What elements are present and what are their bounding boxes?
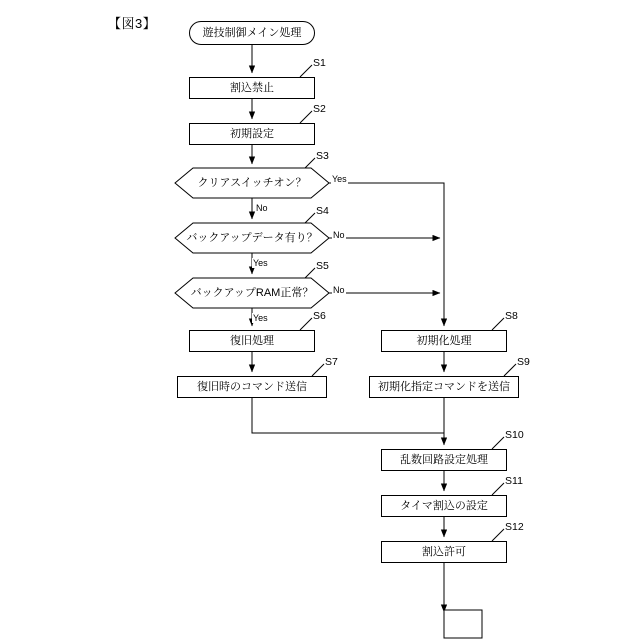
node-s4 — [175, 223, 329, 253]
node-s5-label: バックアップRAM正常？ — [190, 286, 314, 299]
node-s9-label: 初期化指定コマンドを送信 — [378, 380, 510, 393]
step-label-s4: S4 — [316, 205, 329, 217]
node-s2 — [189, 123, 315, 145]
step-label-s2: S2 — [313, 103, 326, 115]
node-s1 — [189, 77, 315, 99]
edge-label-s5-yes: Yes — [253, 313, 268, 323]
node-s11-label: タイマ割込の設定 — [400, 499, 488, 512]
edge-label-s5-no: No — [333, 285, 345, 295]
step-label-s12: S12 — [505, 521, 524, 533]
edge-label-s3-yes: Yes — [332, 174, 347, 184]
edge-label-s4-no: No — [333, 230, 345, 240]
step-label-s10: S10 — [505, 429, 524, 441]
node-s11 — [381, 495, 507, 517]
step-label-s7: S7 — [325, 356, 338, 368]
node-s2-label: 初期設定 — [230, 127, 274, 140]
node-s7-label: 復旧時のコマンド送信 — [197, 380, 307, 393]
node-start-label: 遊技制御メイン処理 — [202, 26, 302, 39]
figure-label: 【図3】 — [108, 16, 157, 31]
step-label-s1: S1 — [313, 57, 326, 69]
node-s10 — [381, 449, 507, 471]
node-s12 — [381, 541, 507, 563]
node-s12-label: 割込許可 — [422, 545, 466, 558]
node-s7 — [177, 376, 327, 398]
node-s6 — [189, 330, 315, 352]
step-label-s3: S3 — [316, 150, 329, 162]
node-s10-label: 乱数回路設定処理 — [400, 453, 488, 466]
edge-label-s4-yes: Yes — [253, 258, 268, 268]
step-label-s6: S6 — [313, 310, 326, 322]
node-s4-label: バックアップデータ有り？ — [186, 231, 318, 244]
node-s3-label: クリアスイッチオン？ — [197, 176, 307, 189]
node-s3 — [175, 168, 329, 198]
step-label-s9: S9 — [517, 356, 530, 368]
node-s8-label: 初期化処理 — [416, 334, 472, 347]
node-start — [189, 21, 315, 45]
step-label-s5: S5 — [316, 260, 329, 272]
edge-label-s3-no: No — [256, 203, 268, 213]
node-s6-label: 復旧処理 — [230, 334, 274, 347]
step-label-s11: S11 — [505, 475, 523, 487]
node-s5 — [175, 278, 329, 308]
node-s1-label: 割込禁止 — [230, 81, 274, 94]
node-s8 — [381, 330, 507, 352]
step-label-s8: S8 — [505, 310, 518, 322]
node-s9 — [369, 376, 519, 398]
